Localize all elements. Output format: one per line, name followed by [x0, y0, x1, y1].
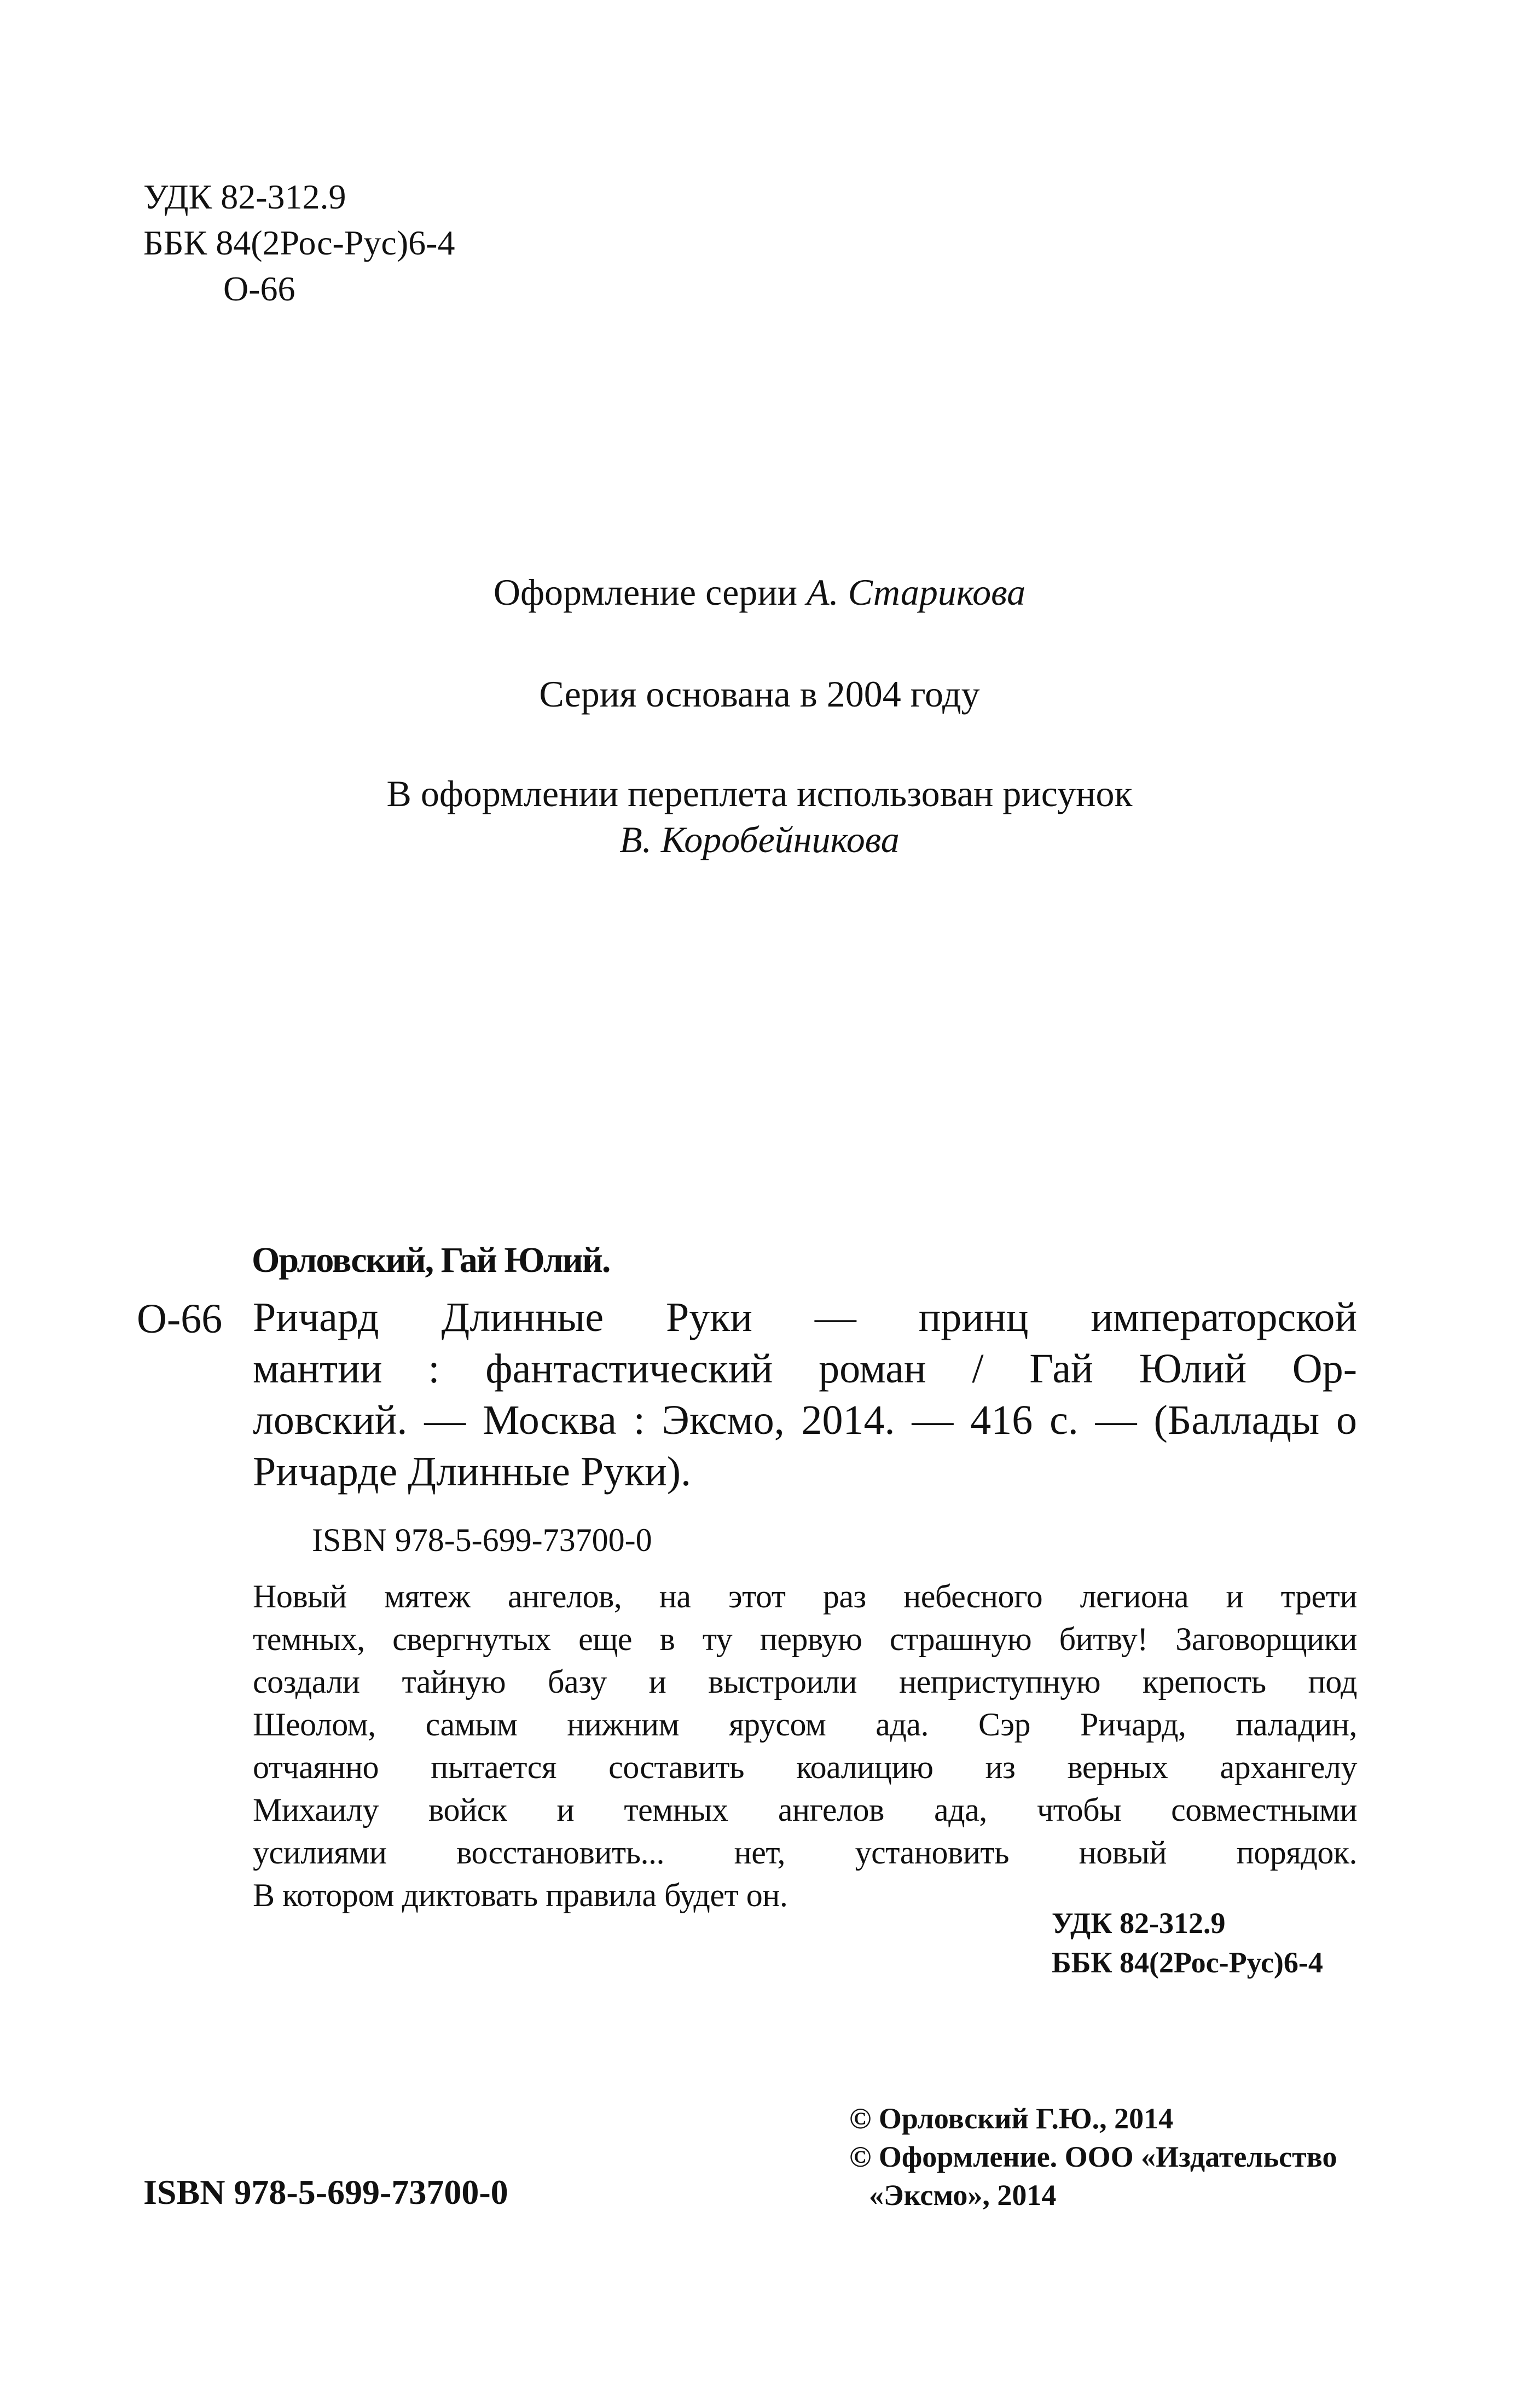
copyright-block	[849, 2099, 1337, 2214]
isbn-bottom: ISBN 978-5-699-73700-0	[143, 2173, 508, 2212]
record-line: мантии : фантастический роман / Гай Юлий Ор-	[253, 1346, 1357, 1392]
bbk-code: ББК 84(2Рос-Рус)6-4	[143, 223, 455, 262]
record-line: Ричарде Длинные Руки).	[253, 1449, 692, 1495]
copyright-author: © Орловский Г.Ю., 2014	[849, 2102, 1174, 2135]
annotation-line: Шеолом, самым нижним ярусом ада. Сэр Ричард, паладин,	[253, 1706, 1357, 1743]
annotation-line: создали тайную базу и выстроили неприступную крепость под	[253, 1664, 1357, 1700]
series-design-name: А. Старикова	[807, 571, 1026, 613]
annotation-line: Михаилу войск и темных ангелов ада, чтобы совместными	[253, 1792, 1357, 1828]
series-design-label: Оформление серии	[493, 571, 798, 613]
udk-classification-bottom	[1052, 1903, 1323, 1982]
cover-art-label: В оформлении переплета использован рисунок	[386, 773, 1133, 814]
annotation-line: темных, свергнутых еще в ту первую страшную битву! Заговорщики	[253, 1621, 1357, 1657]
cover-art-name: В. Коробейникова	[619, 819, 900, 860]
author-mark: О-66	[223, 269, 295, 308]
udk-code-bottom: УДК 82-312.9	[1052, 1907, 1226, 1940]
annotation-line: усилиями восстановить... нет, установить новый порядок.	[253, 1834, 1357, 1871]
record-line: Ричард Длинные Руки — принц императорской	[253, 1294, 1357, 1340]
record-description	[253, 1292, 1357, 1497]
annotation-line: Новый мятеж ангелов, на этот раз небесного легиона и трети	[253, 1578, 1357, 1614]
record-code: О-66	[137, 1296, 223, 1342]
copyright-design: © Оформление. ООО «Издательство	[849, 2140, 1337, 2173]
record-author: Орловский, Гай Юлий.	[252, 1240, 610, 1280]
annotation-line: отчаянно пытается составить коалицию из верных архангелу	[253, 1749, 1357, 1785]
annotation	[253, 1575, 1357, 1917]
record-line: ловский. — Москва : Эксмо, 2014. — 416 с. — (Баллады о	[253, 1397, 1357, 1443]
series-design-credit	[0, 571, 1519, 613]
annotation-line: В котором диктовать правила будет он.	[253, 1877, 788, 1913]
bbk-code-bottom: ББК 84(2Рос-Рус)6-4	[1052, 1946, 1323, 1979]
copyright-design-cont: «Эксмо», 2014	[869, 2179, 1057, 2212]
udk-classification-block	[143, 174, 455, 312]
udk-code: УДК 82-312.9	[143, 177, 346, 216]
record-isbn: ISBN 978-5-699-73700-0	[312, 1522, 652, 1558]
series-founded: Серия основана в 2004 году	[539, 673, 980, 715]
